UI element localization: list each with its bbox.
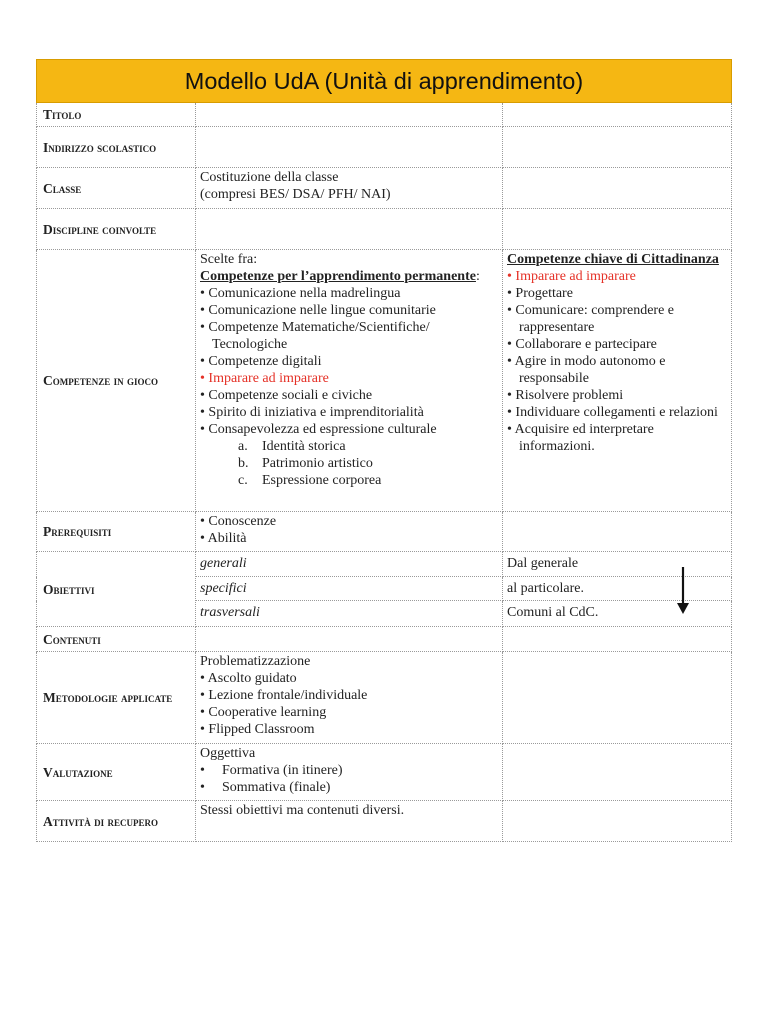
list-item-text: Lezione frontale/individuale (208, 688, 368, 703)
sub-list-item (200, 472, 498, 489)
metodologie-intro: Problematizzazione (200, 654, 311, 669)
list-item-text: Risolvere problemi (515, 388, 624, 403)
list-item: • Lezione frontale/individuale (200, 688, 368, 703)
sub-list-text: Patrimonio artistico (262, 456, 373, 471)
cell-recupero-note (503, 801, 732, 842)
competenze-heading-suffix: : (475, 269, 480, 284)
valutazione-intro: Oggettiva (200, 746, 256, 761)
list-item: • Formativa (in itinere) (200, 763, 343, 778)
row-valutazione (37, 744, 732, 801)
list-item: • Collaborare e partecipare (507, 337, 657, 352)
row-discipline (37, 209, 732, 250)
cell-valutazione-note (503, 744, 732, 801)
cell-titolo-note (503, 103, 732, 127)
list-item: • Agire in modo autonomo e responsabile (507, 354, 666, 386)
competenze-heading (200, 268, 498, 285)
sub-list-number: c. (238, 473, 248, 488)
uda-table (36, 59, 732, 842)
list-item: • Competenze Matematiche/Scientifiche/ Tecnologiche (200, 320, 430, 352)
obiettivo-name: trasversali (196, 601, 503, 627)
list-item-text: Competenze Matematiche/Scientifiche/ Tecnologiche (208, 320, 430, 352)
list-item: • Abilità (200, 531, 247, 546)
label-contenuti: Contenuti (37, 627, 196, 652)
obiettivo-name: specifici (196, 577, 503, 601)
list-item: • Risolvere problemi (507, 388, 624, 403)
list-item: • Cooperative learning (200, 705, 327, 720)
list-item: • Acquisire ed interpretare informazioni. (507, 422, 654, 454)
list-item: • Consapevolezza ed espressione culturale (200, 422, 437, 437)
list-item-text: Competenze digitali (208, 354, 322, 369)
obiettivo-note: al particolare. (503, 577, 732, 601)
list-item-text: Comunicazione nelle lingue comunitarie (208, 303, 436, 318)
list-item-text: Spirito di iniziativa e imprenditorialità (208, 405, 424, 420)
list-item-text: Formativa (in itinere) (222, 763, 343, 778)
row-prerequisiti (37, 512, 732, 552)
cell-metodologie-note (503, 652, 732, 744)
cell-valutazione-value (196, 744, 503, 801)
classe-line: Costituzione della classe (200, 170, 339, 185)
obiettivo-note: Dal generale (503, 552, 732, 577)
list-item: • Conoscenze (200, 514, 277, 529)
sub-list-item (200, 438, 498, 455)
list-item: • Comunicazione nelle lingue comunitarie (200, 303, 436, 318)
cell-metodologie-value (196, 652, 503, 744)
obiettivo-note: Comuni al CdC. (503, 601, 732, 627)
sub-list-number: b. (238, 456, 249, 471)
label-indirizzo: Indirizzo scolastico (37, 127, 196, 168)
list-item-text: Conoscenze (208, 514, 277, 529)
list-item: • Comunicare: comprendere e rappresentare (507, 303, 674, 335)
list-item-text: Comunicare: comprendere e rappresentare (515, 303, 674, 335)
cell-competenze-right (503, 250, 732, 512)
row-classe (37, 168, 732, 209)
cell-contenuti-note (503, 627, 732, 652)
label-recupero: Attività di recupero (37, 801, 196, 842)
list-item-text: Abilità (207, 531, 247, 546)
list-item-text: Imparare ad imparare (515, 269, 636, 284)
cell-indirizzo-note (503, 127, 732, 168)
cell-competenze-left (196, 250, 503, 512)
sub-list-text: Identità storica (262, 439, 346, 454)
label-titolo: Titolo (37, 103, 196, 127)
cell-classe-value (196, 168, 503, 209)
cell-prerequisiti-value (196, 512, 503, 552)
cell-classe-note (503, 168, 732, 209)
obiettivo-name: generali (196, 552, 503, 577)
list-item: • Sommativa (finale) (200, 780, 331, 795)
list-item: • Individuare collegamenti e relazioni (507, 405, 718, 420)
row-recupero (37, 801, 732, 842)
arrow-down-icon (676, 567, 690, 615)
list-item: • Progettare (507, 286, 573, 301)
label-valutazione: Valutazione (37, 744, 196, 801)
cell-recupero-value: Stessi obiettivi ma contenuti diversi. (196, 801, 503, 842)
label-classe: Classe (37, 168, 196, 209)
competenze-heading-text: Competenze per l’apprendimento permanente (200, 269, 476, 284)
classe-line: (compresi BES/ DSA/ PFH/ NAI) (200, 187, 391, 202)
list-item-text: Collaborare e partecipare (515, 337, 657, 352)
list-item-text: Competenze sociali e civiche (208, 388, 373, 403)
list-item-text: Ascolto guidato (207, 671, 297, 686)
row-contenuti (37, 627, 732, 652)
cell-discipline-note (503, 209, 732, 250)
cittadinanza-heading: Competenze chiave di Cittadinanza (507, 252, 719, 267)
label-discipline: Discipline coinvolte (37, 209, 196, 250)
cell-discipline-value (196, 209, 503, 250)
cell-contenuti-value (196, 627, 503, 652)
list-item-text: Cooperative learning (208, 705, 327, 720)
label-prerequisiti: Prerequisiti (37, 512, 196, 552)
competenze-intro: Scelte fra: (200, 252, 258, 267)
list-item-text: Flipped Classroom (208, 722, 315, 737)
list-item-text: Imparare ad imparare (208, 371, 329, 386)
label-obiettivi: Obiettivi (37, 552, 196, 627)
row-metodologie (37, 652, 732, 744)
cell-prerequisiti-note (503, 512, 732, 552)
cell-titolo-value (196, 103, 503, 127)
document-title: Modello UdA (Unità di apprendimento) (37, 60, 732, 103)
list-item-text: Progettare (515, 286, 573, 301)
list-item: • Spirito di iniziativa e imprenditorialità (200, 405, 424, 420)
list-item-highlighted: • Imparare ad imparare (200, 371, 329, 386)
label-competenze: Competenze in gioco (37, 250, 196, 512)
list-item-text: Consapevolezza ed espressione culturale (208, 422, 437, 437)
list-item-text: Agire in modo autonomo e responsabile (514, 354, 666, 386)
row-indirizzo (37, 127, 732, 168)
list-item-text: Individuare collegamenti e relazioni (515, 405, 718, 420)
list-item: • Ascolto guidato (200, 671, 297, 686)
row-obiettivi-generali (37, 552, 732, 577)
list-item-highlighted: • Imparare ad imparare (507, 269, 636, 284)
row-competenze (37, 250, 732, 512)
cell-indirizzo-value (196, 127, 503, 168)
label-metodologie: Metodologie applicate (37, 652, 196, 744)
list-item: • Comunicazione nella madrelingua (200, 286, 401, 301)
sub-list-number: a. (238, 439, 248, 454)
list-item: • Competenze digitali (200, 354, 322, 369)
list-item-text: Comunicazione nella madrelingua (208, 286, 401, 301)
list-item: • Competenze sociali e civiche (200, 388, 373, 403)
sub-list-item (200, 455, 498, 472)
list-item-text: Sommativa (finale) (222, 780, 331, 795)
list-item: • Flipped Classroom (200, 722, 315, 737)
sub-list-text: Espressione corporea (262, 473, 382, 488)
list-item-text: Acquisire ed interpretare informazioni. (514, 422, 654, 454)
row-titolo (37, 103, 732, 127)
